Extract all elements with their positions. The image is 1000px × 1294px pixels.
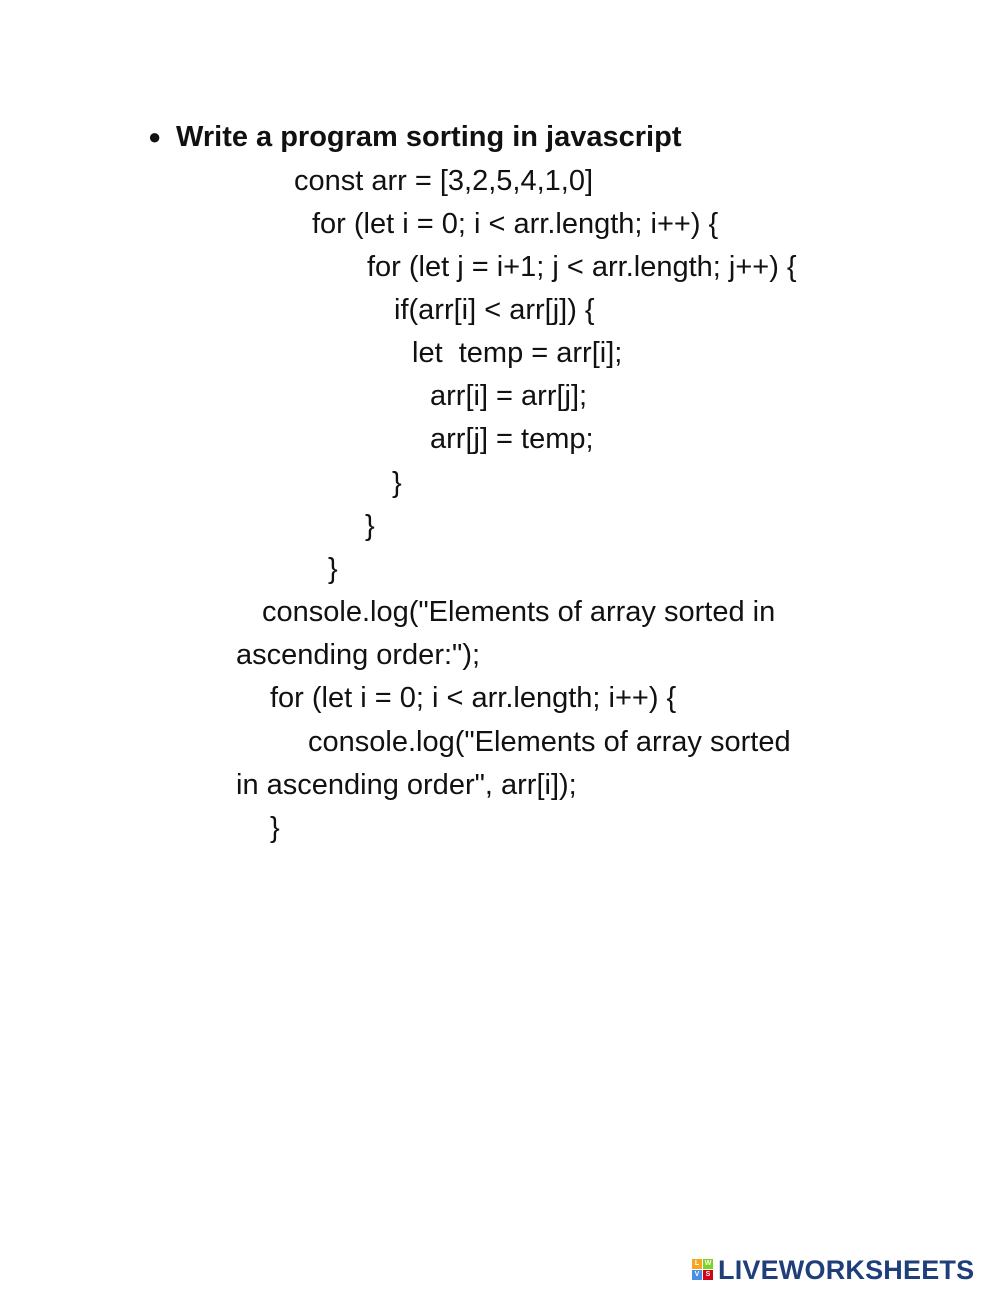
liveworksheets-logo-text: LIVEWORKSHEETS [718, 1255, 975, 1285]
code-line: ascending order:"); [236, 639, 481, 671]
code-line: for (let j = i+1; j < arr.length; j++) { [367, 251, 797, 283]
code-line: const arr = [3,2,5,4,1,0] [294, 165, 594, 197]
liveworksheets-logo [692, 1255, 974, 1285]
code-line: arr[j] = temp; [430, 423, 594, 455]
code-line: for (let i = 0; i < arr.length; i++) { [312, 208, 719, 240]
question-heading [148, 119, 681, 155]
code-line: let temp = arr[i]; [412, 337, 623, 369]
code-line: } [270, 812, 280, 844]
code-line: console.log("Elements of array sorted in [262, 596, 776, 628]
logo-mark-cell: V [692, 1270, 702, 1280]
liveworksheets-logo-icon [692, 1259, 714, 1281]
code-line: if(arr[i] < arr[j]) { [394, 294, 595, 326]
heading-text: Write a program sorting in javascript [176, 121, 682, 153]
code-line: } [365, 510, 375, 542]
logo-mark-cell: W [704, 1260, 712, 1267]
code-line: } [392, 467, 402, 499]
code-line: console.log("Elements of array sorted [308, 726, 791, 758]
bullet-icon: ● [148, 124, 162, 149]
logo-mark-cell: S [703, 1270, 713, 1280]
code-line: for (let i = 0; i < arr.length; i++) { [270, 682, 677, 714]
code-line: in ascending order", arr[i]); [236, 769, 577, 801]
logo-mark-cell: L [692, 1259, 702, 1269]
code-line: arr[i] = arr[j]; [430, 380, 588, 412]
code-line: } [328, 553, 338, 585]
